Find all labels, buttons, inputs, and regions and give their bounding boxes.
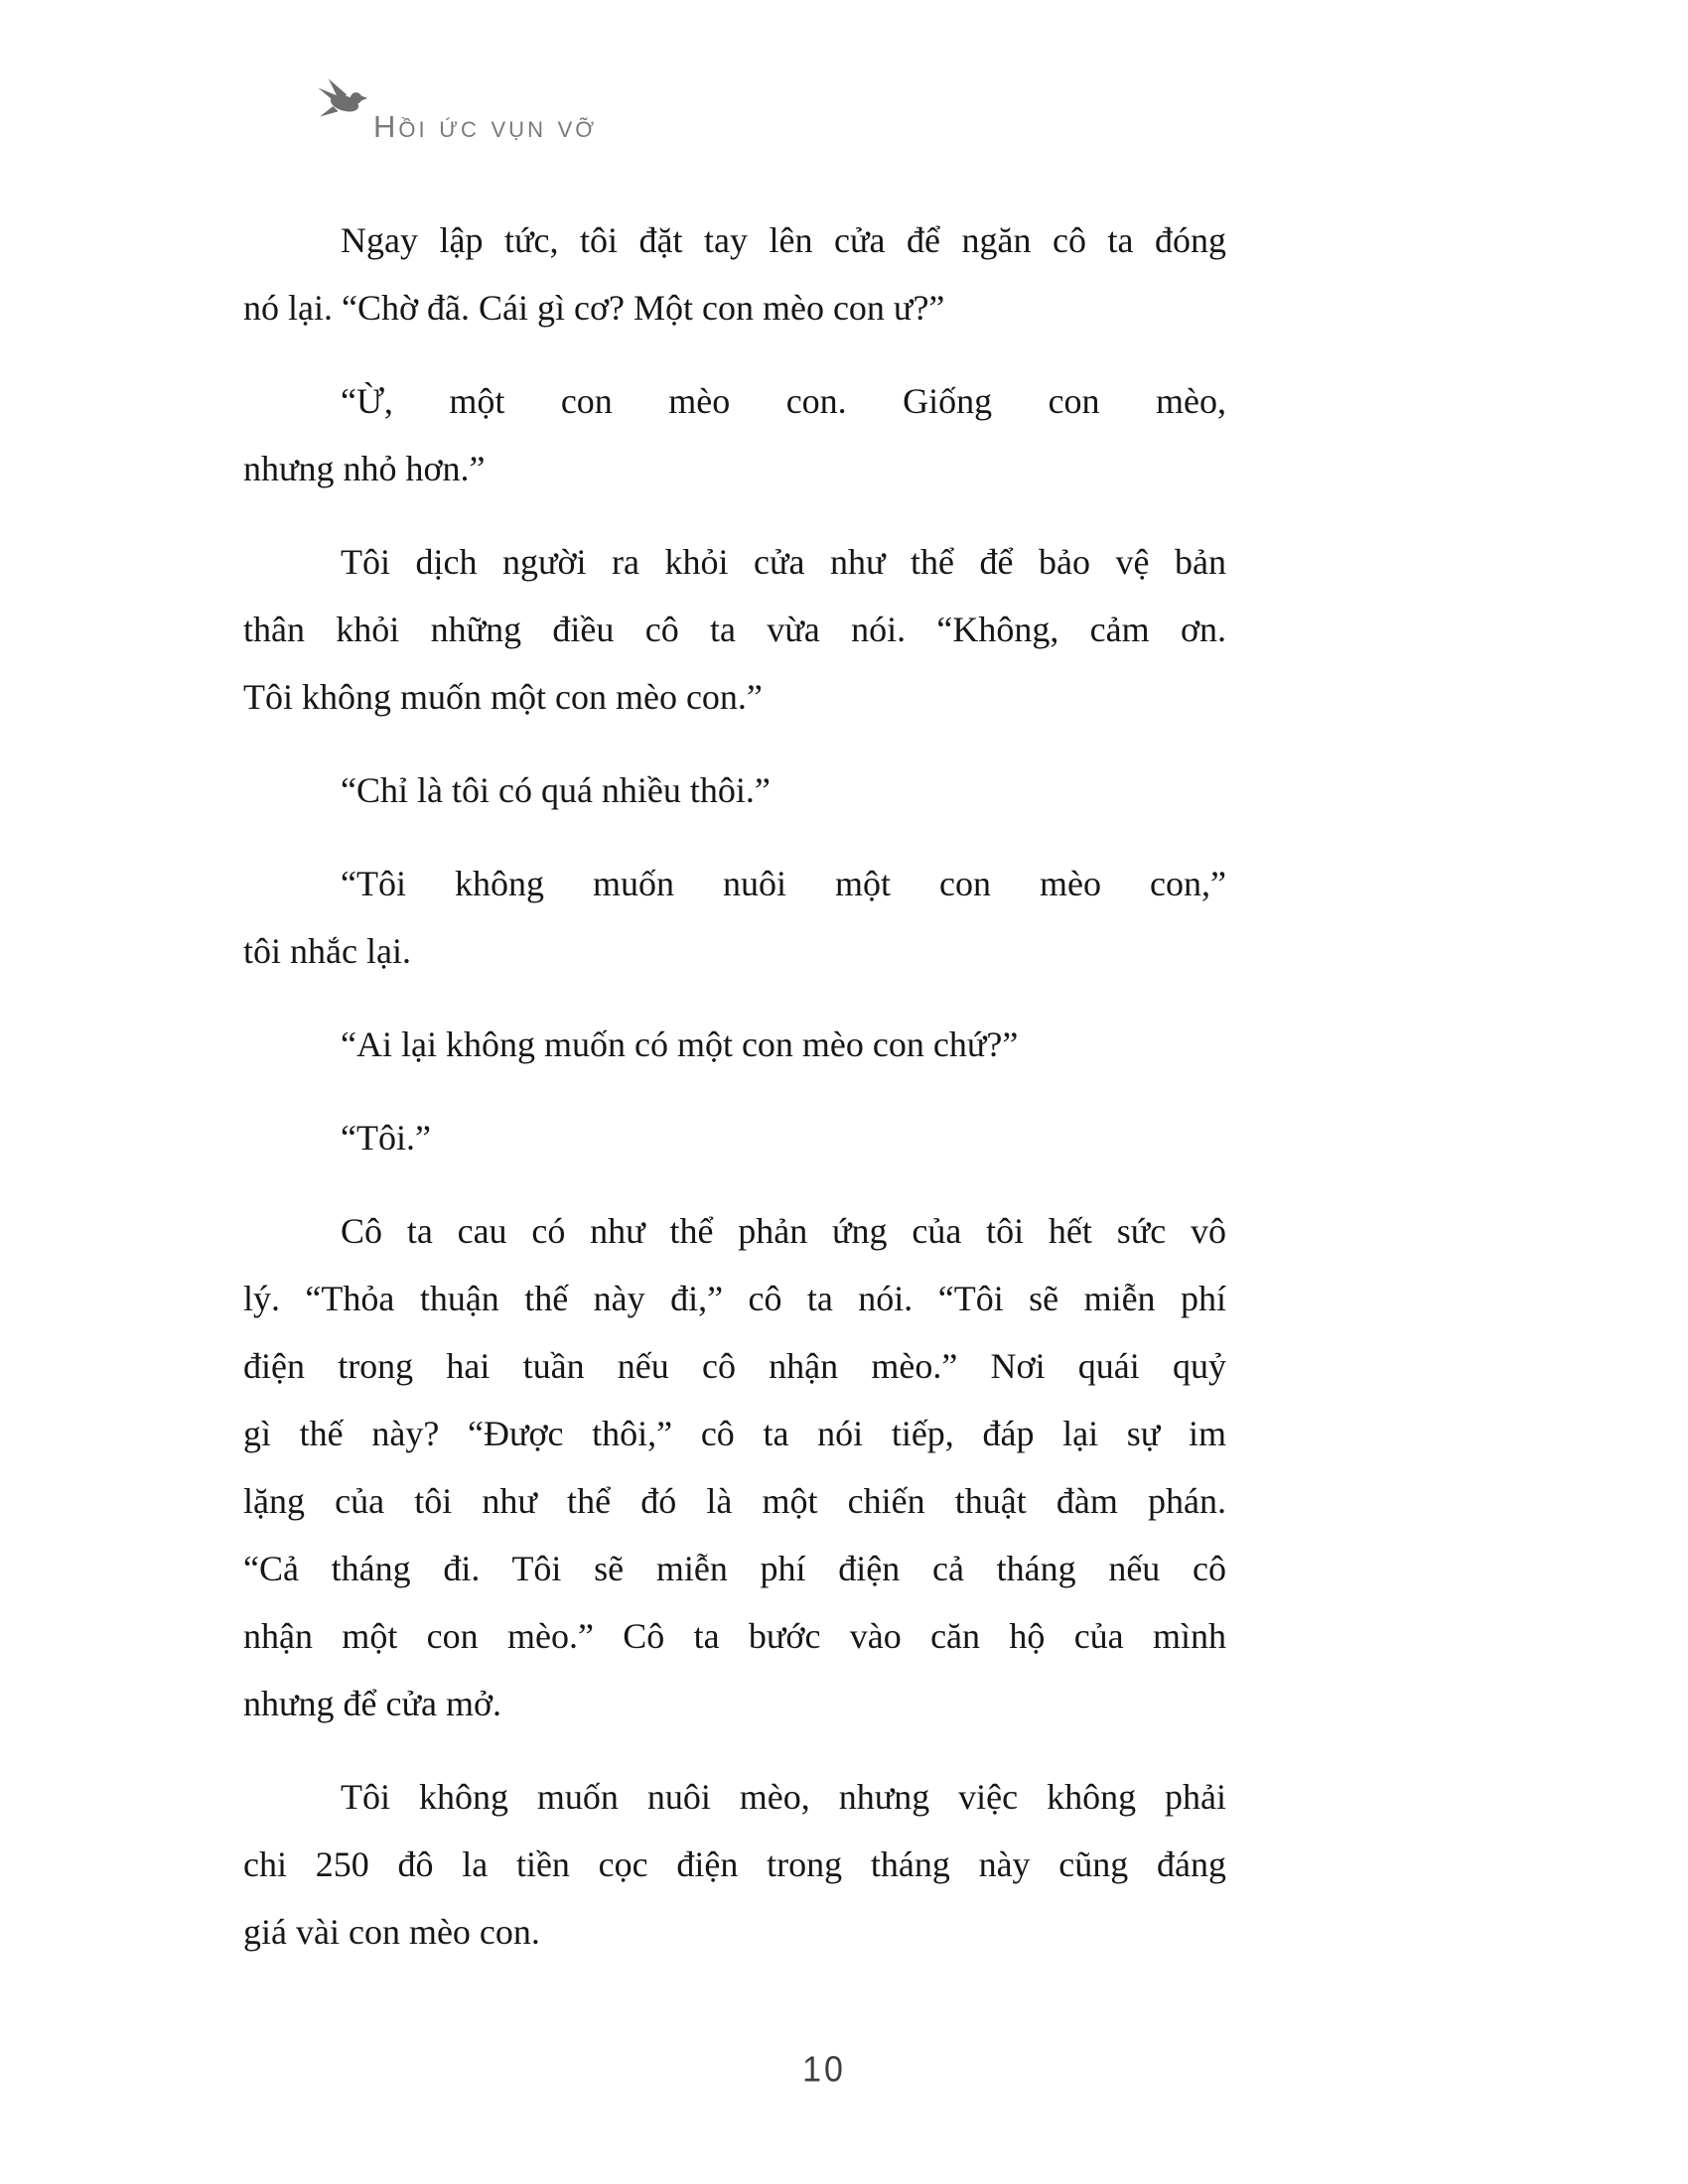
text-line: tôi nhắc lại. xyxy=(243,931,411,971)
text-line: thân khỏi những điều cô ta vừa nói. “Không, cảm ơn. xyxy=(243,610,1226,649)
text-line: giá vài con mèo con. xyxy=(243,1912,540,1952)
text-line: nhưng nhỏ hơn.” xyxy=(243,449,486,488)
text-line: nó lại. “Chờ đã. Cái gì cơ? Một con mèo con ư?” xyxy=(243,288,945,328)
text-line: Ngay lập tức, tôi đặt tay lên cửa để ngăn cô ta đóng xyxy=(341,220,1226,260)
text-line: Cô ta cau có như thể phản ứng của tôi hết sức vô xyxy=(341,1211,1226,1251)
paragraph-3 xyxy=(243,528,1226,731)
text-line: “Tôi.” xyxy=(341,1118,431,1158)
text-line: “Cả tháng đi. Tôi sẽ miễn phí điện cả tháng nếu cô xyxy=(243,1549,1226,1588)
text-line: Tôi không muốn một con mèo con.” xyxy=(243,677,763,717)
text-line: Tôi dịch người ra khỏi cửa như thể để bảo vệ bản xyxy=(341,542,1226,582)
paragraph-8 xyxy=(243,1197,1226,1737)
bird-icon xyxy=(316,75,373,129)
paragraph-2 xyxy=(243,367,1226,502)
paragraph-7 xyxy=(243,1104,1226,1171)
text-line: “Chỉ là tôi có quá nhiều thôi.” xyxy=(341,770,771,810)
paragraph-6 xyxy=(243,1011,1226,1078)
paragraph-4 xyxy=(243,756,1226,824)
paragraph-5 xyxy=(243,850,1226,985)
text-line: lặng của tôi như thể đó là một chiến thuật đàm phán. xyxy=(243,1481,1226,1521)
text-line: điện trong hai tuần nếu cô nhận mèo.” Nơi quái quỷ xyxy=(243,1346,1226,1386)
text-line: nhận một con mèo.” Cô ta bước vào căn hộ của mình xyxy=(243,1616,1226,1656)
text-line: gì thế này? “Được thôi,” cô ta nói tiếp, đáp lại sự im xyxy=(243,1414,1226,1453)
text-line: nhưng để cửa mở. xyxy=(243,1684,501,1723)
text-line: chi 250 đô la tiền cọc điện trong tháng này cũng đáng xyxy=(243,1844,1226,1884)
text-line: lý. “Thỏa thuận thế này đi,” cô ta nói. “Tôi sẽ miễn phí xyxy=(243,1279,1226,1318)
running-header-title: Hồi ức vụn vỡ xyxy=(373,109,598,144)
body-text xyxy=(243,206,1226,1991)
text-line: “Tôi không muốn nuôi một con mèo con,” xyxy=(341,864,1226,903)
text-line: “Ừ, một con mèo con. Giống con mèo, xyxy=(341,381,1226,421)
paragraph-9 xyxy=(243,1763,1226,1966)
text-line: “Ai lại không muốn có một con mèo con chứ?” xyxy=(341,1024,1019,1064)
paragraph-1 xyxy=(243,206,1226,341)
page-number: 10 xyxy=(802,2049,846,2091)
text-line: Tôi không muốn nuôi mèo, nhưng việc không phải xyxy=(341,1777,1226,1817)
